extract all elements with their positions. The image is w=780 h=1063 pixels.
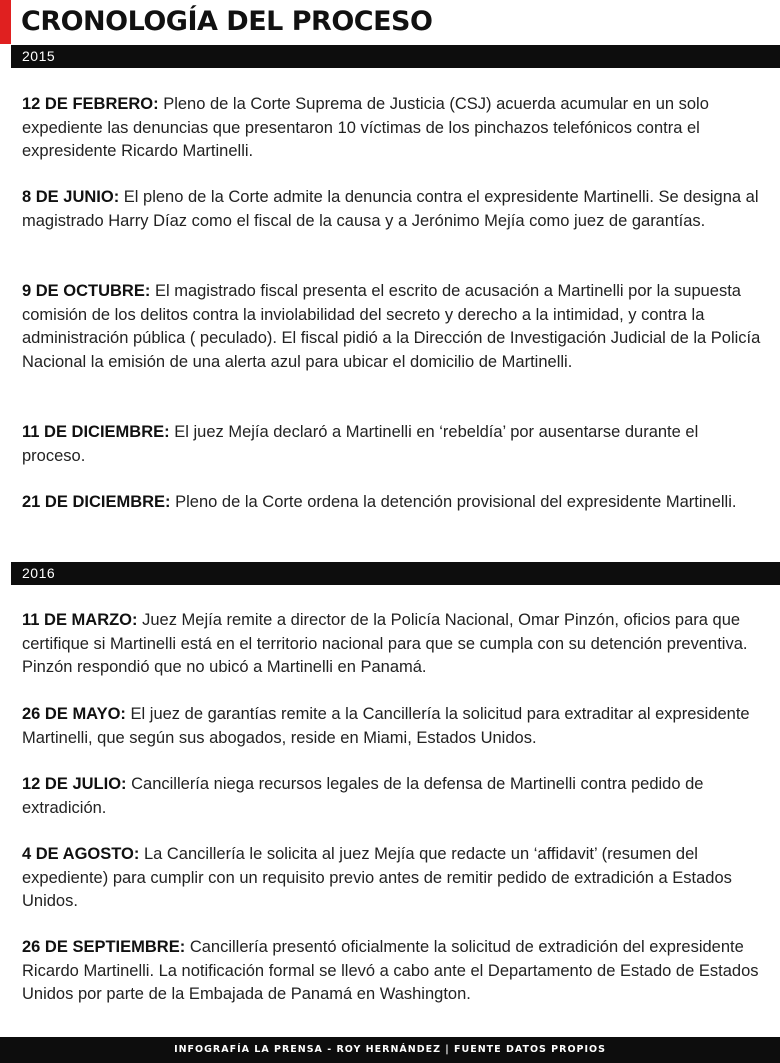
timeline-entry [22,421,764,468]
year-bar-2015 [11,45,780,68]
header [0,0,780,44]
timeline-entry [22,491,764,515]
footer-credit-bar [0,1037,780,1063]
entry-text: El magistrado fiscal presenta el escrito de acusación a Martinelli por la supuesta comisión de los delitos contra la inviolabilidad del secreto y derecho a la intimidad, y contra la administración pública ( peculado). El fiscal pidió a la Dirección de Investigación Judicial de la Policía Nacional la emisión de una alerta azul para ubicar el domicilio de Martinelli. [22,282,761,371]
entry-date: 11 DE MARZO: [22,611,138,629]
year-label: 2016 [22,565,56,581]
footer-credit: INFOGRAFÍA LA PRENSA - ROY HERNÁNDEZ | FUENTE DATOS PROPIOS [174,1044,606,1055]
entry-text: Pleno de la Corte ordena la detención provisional del expresidente Martinelli. [175,493,737,511]
entry-text: Cancillería niega recursos legales de la defensa de Martinelli contra pedido de extradición. [22,775,704,817]
page-title: CRONOLOGÍA DEL PROCESO [21,6,433,37]
entry-date: 26 DE MAYO: [22,705,126,723]
entry-date: 9 DE OCTUBRE: [22,282,151,300]
title-accent-bar [0,0,11,44]
timeline-entry [22,843,764,914]
year-bar-2016 [11,562,780,585]
timeline-entry [22,936,764,1007]
timeline-entry [22,186,764,233]
entry-date: 11 DE DICIEMBRE: [22,423,170,441]
timeline-entry [22,609,764,680]
timeline-entry [22,703,764,750]
year-label: 2015 [22,48,56,64]
entry-date: 8 DE JUNIO: [22,188,120,206]
entry-text: Pleno de la Corte Suprema de Justicia (CSJ) acuerda acumular en un solo expediente las denuncias que presentaron 10 víctimas de los pinchazos telefónicos contra el expresidente Ricardo Martinelli. [22,95,709,160]
timeline-entry [22,93,764,164]
entry-date: 4 DE AGOSTO: [22,845,140,863]
entry-text: Cancillería presentó oficialmente la solicitud de extradición del expresidente Ricardo Martinelli. La notificación formal se llevó a cabo ante el Departamento de Estado de Estados Unidos por parte de la Embajada de Panamá en Washington. [22,938,759,1003]
entry-date: 12 DE FEBRERO: [22,95,159,113]
entry-text: El juez de garantías remite a la Cancillería la solicitud para extraditar al expresidente Martinelli, que según sus abogados, reside en Miami, Estados Unidos. [22,705,750,747]
entry-text: La Cancillería le solicita al juez Mejía que redacte un ‘affidavit’ (resumen del expediente) para cumplir con un requisito previo antes de remitir pedido de extradición a Estados Unidos. [22,845,732,910]
timeline-entry [22,280,764,374]
entry-text: El pleno de la Corte admite la denuncia contra el expresidente Martinelli. Se designa al magistrado Harry Díaz como el fiscal de la causa y a Jerónimo Mejía como juez de garantías. [22,188,759,230]
entry-date: 21 DE DICIEMBRE: [22,493,171,511]
entry-text: El juez Mejía declaró a Martinelli en ‘rebeldía’ por ausentarse durante el proceso. [22,423,699,465]
entry-date: 26 DE SEPTIEMBRE: [22,938,186,956]
entry-text: Juez Mejía remite a director de la Policía Nacional, Omar Pinzón, oficios para que certifique si Martinelli está en el territorio nacional para que se cumpla con su detención preventiva. Pinzón respondió que no ubicó a Martinelli en Panamá. [22,611,748,676]
entry-date: 12 DE JULIO: [22,775,127,793]
timeline-entry [22,773,764,820]
